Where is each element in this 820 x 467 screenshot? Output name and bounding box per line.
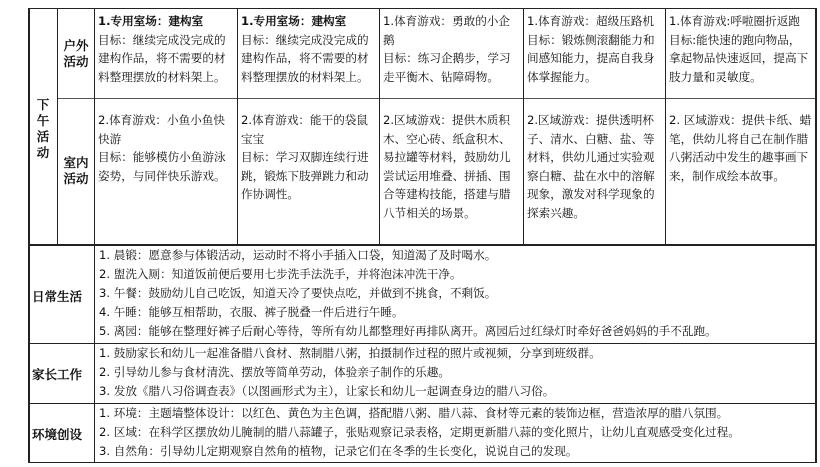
environment-item: 2. 区域：在科学区摆放幼儿腌制的腊八蒜罐子，张贴观察记录表格，定期更新腊八蒜的变化照片，让幼儿直观感受变化过程。 (99, 425, 740, 439)
activity-title: 1.专用室场：建构室 (241, 14, 347, 28)
activity-goal: 目标:能快速的跑向物品，拿起物品快速返回，提高下肢力量和灵敏度。 (669, 32, 809, 84)
daily-label: 日常生活 (32, 289, 83, 304)
outdoor-cell-1 (98, 12, 234, 96)
col-divider-5 (665, 8, 666, 245)
table-border-bottom (28, 462, 816, 463)
daily-item: 5. 离园：能够在整理好裤子后耐心等待，等所有幼儿都整理好再排队离开。离园后过红绿灯时牵好爸爸妈妈的手不乱跑。 (99, 324, 717, 338)
indoor-cell-2 (241, 111, 377, 241)
activity-title: 2.体育游戏：小鱼小鱼快快游 (98, 113, 225, 146)
environment-label: 环境创设 (32, 427, 83, 442)
activity-goal: 目标：继续完成没完成的建构作品，将不需要的材料整理摆放的材料架上。 (241, 32, 369, 84)
activity-goal: 目标：学习双脚连续行进跳，锻炼下肢弹跳力和动作协调性。 (241, 150, 369, 201)
col-divider-labels (94, 8, 95, 463)
col-divider-sublabel (57, 8, 58, 245)
environment-item: 3. 自然角：引导幼儿定期观察自然角的植物，记录它们在冬季的生长变化，说说自己的发现。 (99, 444, 578, 458)
table-border-top (28, 8, 816, 9)
activity-title: 1.专用室场：建构室 (98, 14, 204, 28)
outdoor-cell-5 (669, 12, 812, 96)
activity-goal: 目标：能够模仿小鱼游泳姿势，与同伴快乐游戏。 (98, 150, 226, 183)
col-divider-2 (237, 8, 238, 245)
activity-title: 1.体育游戏：超级压路机 (527, 14, 654, 28)
table-border-left (28, 8, 30, 463)
indoor-cell-4 (527, 111, 663, 241)
daily-item: 3. 午餐：鼓励幼儿自己吃饭，知道天冷了要快点吃，并做到不挑食，不剩饭。 (99, 286, 497, 300)
col-divider-3 (379, 8, 380, 245)
outdoor-cell-2 (241, 12, 377, 96)
parents-item: 1. 鼓励家长和幼儿一起准备腊八食材、熬制腊八粥，拍摄制作过程的照片或视频，分享到班级群。 (99, 346, 601, 360)
activity-goal: 目标：继续完成没完成的建构作品，将不需要的材料整理摆放的材料架上。 (98, 32, 226, 84)
activity-description: 2.区域游戏：提供透明杯子、清水、白糖、盐、等材料，供幼儿通过实验观察白糖、盐在水中的溶解现象，激发对科学现象的探索兴趣。 (527, 113, 655, 220)
parents-label: 家长工作 (32, 367, 83, 382)
outdoor-cell-4 (527, 12, 663, 96)
activity-title: 2.体育游戏：能干的袋鼠宝宝 (241, 113, 368, 146)
indoor-label: 室内活动 (63, 155, 89, 186)
row-divider-outdoor-indoor (57, 98, 816, 99)
activity-goal: 目标：练习企鹅步，学习走平衡木、钻障碍物。 (383, 51, 511, 84)
row-divider-parents-env (28, 403, 816, 404)
daily-item: 1. 晨锻：愿意参与体锻活动，运动时不将小手插入口袋，知道渴了及时喝水。 (99, 248, 497, 262)
parents-item: 3. 发放《腊八习俗调查表》（以图画形式为主），让家长和幼儿一起调查身边的腊八习俗。 (99, 384, 555, 398)
outdoor-label: 户外活动 (63, 38, 89, 69)
environment-item: 1. 环境：主题墙整体设计：以红色、黄色为主色调，搭配腊八粥、腊八蒜、食材等元素的装饰边框，营造浓厚的腊八氛围。 (99, 406, 729, 420)
daily-item: 2. 盥洗入厕：知道饭前便后要用七步洗手法洗手，并将泡沫冲洗干净。 (99, 267, 462, 281)
daily-item: 4. 午睡：能够互相帮助，衣服、裤子脱叠一件后进行午睡。 (99, 305, 404, 319)
parents-item: 2. 引导幼儿参与食材清洗、摆放等简单劳动，体验亲子制作的乐趣。 (99, 365, 450, 379)
table-border-right (815, 8, 817, 463)
indoor-cell-5 (669, 111, 812, 241)
col-divider-4 (523, 8, 524, 245)
outdoor-cell-3 (383, 12, 521, 96)
row-divider-afternoon-daily (28, 244, 816, 246)
indoor-cell-3 (383, 111, 521, 241)
activity-description: 2. 区域游戏：提供卡纸、蜡笔，供幼儿将自己在制作腊八粥活动中发生的趣事画下来，制作成绘本故事。 (669, 113, 812, 183)
afternoon-label: 下午活动 (36, 97, 50, 160)
activity-title: 1.体育游戏：勇敢的小企鹅 (383, 14, 510, 47)
row-divider-daily-parents (28, 343, 816, 344)
indoor-cell-1 (98, 111, 234, 241)
activity-description: 2.区域游戏：提供木质积木、空心砖、纸盒积木、易拉罐等材料，鼓励幼儿尝试运用堆叠、拼插、围合等建构技能，搭建与腊八节相关的场景。 (383, 113, 511, 220)
activity-goal: 目标：锻炼侧滚翻能力和间感知能力，提高自我身体掌握能力。 (527, 32, 655, 84)
activity-title: 1.体育游戏:呼啦圈折返跑 (669, 14, 800, 28)
